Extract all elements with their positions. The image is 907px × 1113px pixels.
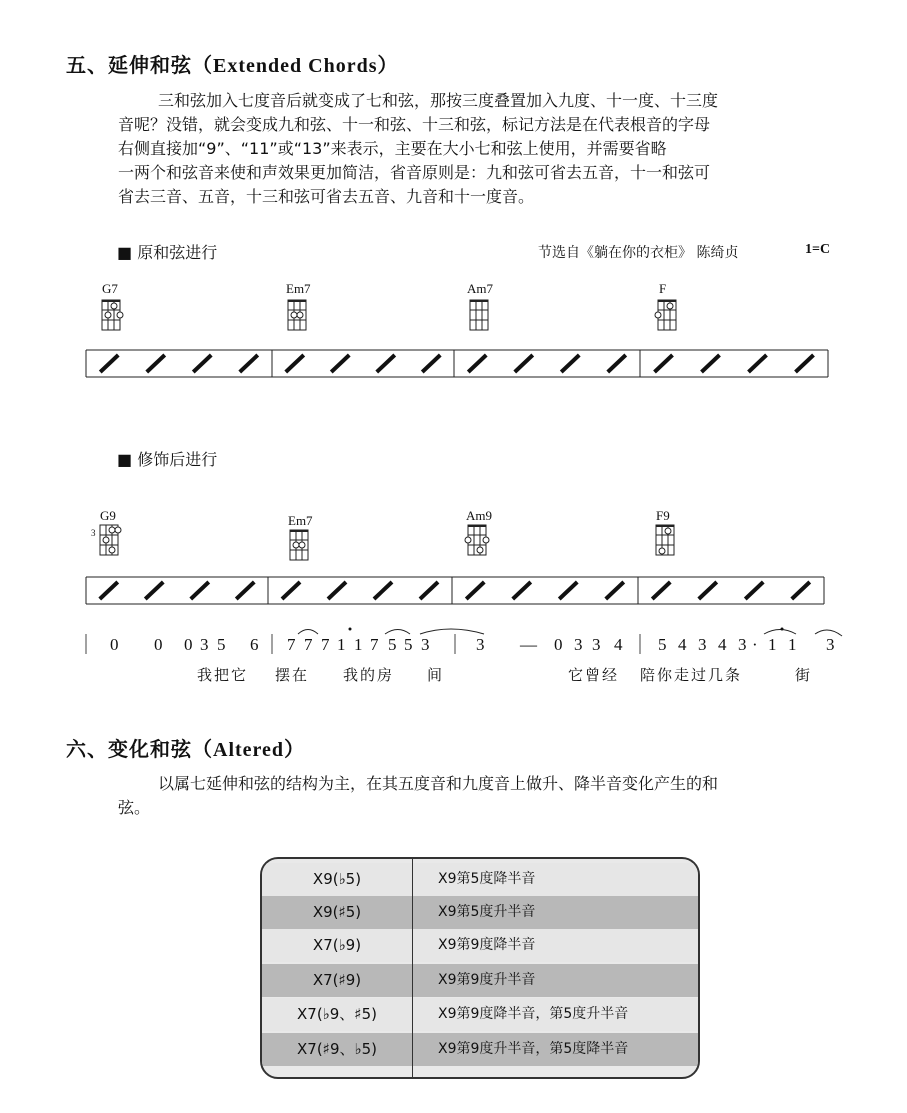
orig-chord-3: Am7 <box>467 281 493 296</box>
lyric-7: 街 <box>795 666 813 684</box>
rhythm-slash <box>515 355 533 372</box>
section5-title: 五、延伸和弦（Extended Chords） <box>66 53 399 77</box>
melody-note: 1 <box>337 635 346 654</box>
melody-note: 5 <box>658 635 667 654</box>
melody-note: 4 <box>614 635 623 654</box>
rhythm-slash <box>749 355 767 372</box>
mod-progression-label: ■ 修饰后进行 <box>117 450 218 469</box>
chord-symbol: X7(♭9) <box>312 936 362 954</box>
rhythm-slash <box>420 582 438 599</box>
chord-diagram-em7 <box>288 300 306 330</box>
melody-note: 3 <box>574 635 583 654</box>
chord-symbol: X7(♯9) <box>312 971 362 989</box>
rhythm-slash <box>652 582 670 599</box>
rhythm-slash <box>422 355 440 372</box>
rhythm-slash <box>513 582 531 599</box>
orig-progression-label: ■ 原和弦进行 <box>117 243 218 262</box>
melody-note: — <box>520 635 537 654</box>
melody-note: 0 <box>184 635 193 654</box>
rhythm-slash <box>100 355 118 372</box>
rhythm-slash <box>606 582 624 599</box>
melody-note: 3 <box>698 635 707 654</box>
rhythm-slash <box>331 355 349 372</box>
melody-note: 0 <box>154 635 163 654</box>
lyric-2: 摆在 <box>275 666 310 684</box>
rhythm-slash <box>191 582 209 599</box>
rhythm-slash <box>745 582 763 599</box>
rhythm-slash <box>147 355 165 372</box>
chord-diagram-am9 <box>465 525 489 555</box>
rhythm-slash <box>193 355 211 372</box>
rhythm-slash <box>796 355 814 372</box>
melody-note: 1 <box>788 635 797 654</box>
chord-description: X9第9度降半音，第5度升半音 <box>438 1006 629 1022</box>
melody-note: 7 <box>287 635 296 654</box>
mod-chord-1: G9 <box>100 508 116 523</box>
table-row <box>262 929 698 962</box>
orig-chord-2: Em7 <box>286 281 311 296</box>
melody-note: 3 <box>826 635 835 654</box>
melody-note: 0 <box>554 635 563 654</box>
chord-description: X9第9度降半音 <box>438 937 536 953</box>
orig-chord-4: F <box>659 281 667 296</box>
melody-note: 3 <box>200 635 209 654</box>
lyric-1: 我把它 <box>197 666 249 684</box>
rhythm-slash <box>236 582 254 599</box>
table-row <box>262 896 698 929</box>
chord-diagram-am7 <box>470 300 488 330</box>
rhythm-slash <box>100 582 118 599</box>
melody-note: 5 <box>404 635 413 654</box>
rhythm-slash <box>328 582 346 599</box>
song-source: 节选自《躺在你的衣柜》 陈绮贞 <box>538 245 739 261</box>
melody-note: 3 <box>421 635 430 654</box>
rhythm-slash <box>377 355 395 372</box>
melody-note: 4 <box>718 635 727 654</box>
melody-note: 6 <box>250 635 259 654</box>
altered-chords-table <box>260 857 700 1079</box>
mod-chord-3: Am9 <box>466 508 492 523</box>
table-row <box>262 964 698 997</box>
melody-note: 1 <box>768 635 777 654</box>
chord-description: X9第9度升半音，第5度降半音 <box>438 1041 629 1057</box>
fret-position-mark: 3 <box>91 528 96 538</box>
chord-symbol: X7(♯9、♭5) <box>297 1040 377 1058</box>
section6-title: 六、变化和弦（Altered） <box>66 737 306 761</box>
rhythm-slash <box>699 582 717 599</box>
table-row <box>262 863 698 896</box>
mod-rhythm-staff <box>86 577 824 604</box>
rhythm-slash <box>468 355 486 372</box>
melody-note: 7 <box>304 635 313 654</box>
chord-diagram-g7 <box>102 300 123 330</box>
rhythm-slash <box>792 582 810 599</box>
orig-rhythm-staff <box>86 350 828 377</box>
melody-note: · <box>752 635 758 654</box>
chord-description: X9第9度升半音 <box>438 972 536 988</box>
melody-note: 3 <box>738 635 747 654</box>
rhythm-slash <box>559 582 577 599</box>
table-row <box>262 1033 698 1066</box>
rhythm-slash <box>240 355 258 372</box>
lyric-6: 陪你走过几条 <box>640 666 743 684</box>
melody-notes <box>110 635 835 654</box>
melody-note: 5 <box>388 635 397 654</box>
lyric-4: 间 <box>427 666 445 684</box>
key-signature: 1=C <box>805 242 831 257</box>
table-column-divider <box>412 859 413 1077</box>
lyric-3: 我的房 <box>343 666 395 684</box>
chord-description: X9第5度降半音 <box>438 871 536 887</box>
chord-diagram-f9 <box>656 525 674 555</box>
melody-note: 3 <box>592 635 601 654</box>
table-row <box>262 998 698 1031</box>
mod-chord-4: F9 <box>656 508 670 523</box>
mod-chord-2: Em7 <box>288 513 313 528</box>
rhythm-slash <box>286 355 304 372</box>
rhythm-slash <box>374 582 392 599</box>
rhythm-slash <box>655 355 673 372</box>
mod-chord-diagrams-and-staff <box>80 522 840 612</box>
rhythm-slash <box>608 355 626 372</box>
section5-paragraph: 三和弦加入七度音后就变成了七和弦，那按三度叠置加入九度、十一度、十三度 音呢？没错，就会变成九和弦、十一和弦、十三和弦，标记方法是在代表根音的字母 右侧直接加“9”、“11”或“13”来表示，主要在大小七和弦上使用，并需要省略 一两个和弦音来使和声效果更加简洁，省音原则是：九和弦可省去五音，十一和弦可 省去三音、五音，十三和弦可省去五音、九音和十一度音。 <box>118 91 719 206</box>
chord-diagram-f <box>655 300 676 330</box>
melody-note: 0 <box>110 635 119 654</box>
chord-diagram-g9 <box>100 525 121 555</box>
rhythm-slash <box>702 355 720 372</box>
melody-note: 7 <box>370 635 379 654</box>
rhythm-slash <box>561 355 579 372</box>
mod-rhythm-slashes <box>100 582 810 599</box>
rhythm-slash <box>145 582 163 599</box>
rhythm-slash <box>466 582 484 599</box>
lyric-5: 它曾经 <box>568 666 620 684</box>
melody-note: 4 <box>678 635 687 654</box>
melody-note: 3 <box>476 635 485 654</box>
chord-symbol: X7(♭9、♯5) <box>297 1005 377 1023</box>
section6-paragraph: 以属七延伸和弦的结构为主，在其五度音和九度音上做升、降半音变化产生的和 弦。 <box>118 774 719 817</box>
chord-symbol: X9(♭5) <box>312 870 362 888</box>
orig-chord-1: G7 <box>102 281 118 296</box>
melody-note: 5 <box>217 635 226 654</box>
chord-diagram-em7-b <box>290 530 308 560</box>
orig-chord-diagrams-and-staff <box>80 295 840 385</box>
melody-note: 7 <box>321 635 330 654</box>
melody-note: 1 <box>354 635 363 654</box>
chord-symbol: X9(♯5) <box>312 903 362 921</box>
rhythm-slash <box>282 582 300 599</box>
chord-description: X9第5度升半音 <box>438 904 536 920</box>
orig-rhythm-slashes <box>100 355 813 372</box>
